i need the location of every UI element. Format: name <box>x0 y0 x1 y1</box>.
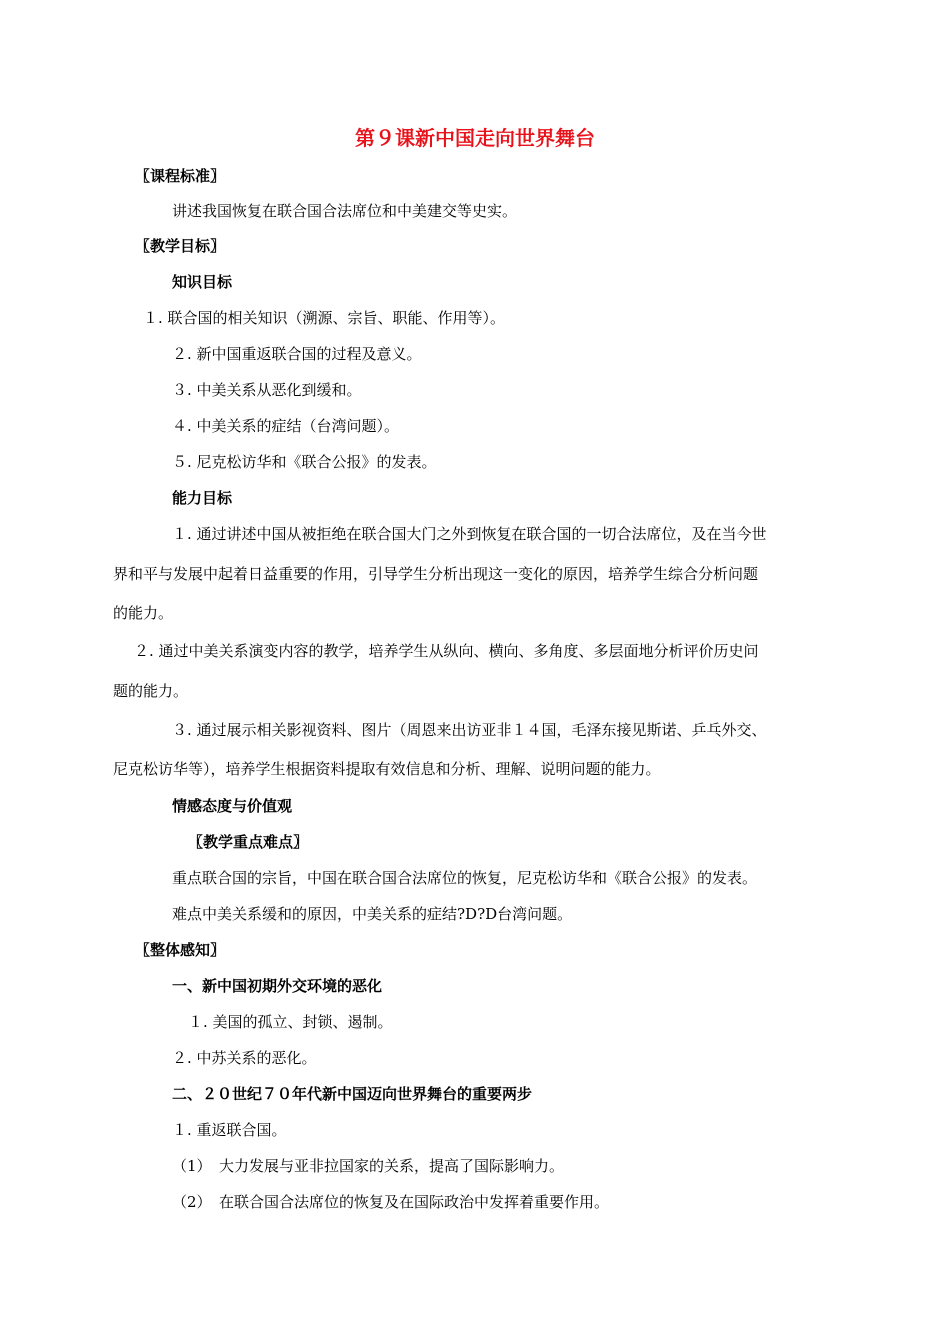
knowledge-item-5: ５. 尼克松访华和《联合公报》的发表。 <box>172 453 437 471</box>
part-2-item-1: １. 重返联合国。 <box>172 1121 287 1139</box>
part-1-item-2: ２. 中苏关系的恶化。 <box>172 1049 317 1067</box>
section-heading-goals: 〖教学目标〗 <box>135 237 226 255</box>
part-2-subitem-2: （2） 在联合国合法席位的恢复及在国际政治中发挥着重要作用。 <box>172 1193 610 1211</box>
ability-2-line-2: 题的能力。 <box>113 682 189 700</box>
section-heading-standard: 〖课程标准〗 <box>135 167 226 185</box>
key-point: 重点联合国的宗旨，中国在联合国合法席位的恢复，尼克松访华和《联合公报》的发表。 <box>172 869 758 887</box>
subheading-ability: 能力目标 <box>172 489 233 507</box>
ability-1-line-1: １. 通过讲述中国从被拒绝在联合国大门之外到恢复在联合国的一切合法席位，及在当今世 <box>172 525 767 543</box>
part-1-item-1: １. 美国的孤立、封锁、遏制。 <box>188 1013 393 1031</box>
subheading-knowledge: 知识目标 <box>172 273 233 291</box>
knowledge-item-2: ２. 新中国重返联合国的过程及意义。 <box>172 345 422 363</box>
difficult-point: 难点中美关系缓和的原因，中美关系的症结?D?D台湾问题。 <box>172 905 573 923</box>
section-heading-key: 〖教学重点难点〗 <box>188 833 309 851</box>
ability-1-line-2: 界和平与发展中起着日益重要的作用，引导学生分析出现这一变化的原因，培养学生综合分析问题 <box>113 565 759 583</box>
ability-2-line-1: ２. 通过中美关系演变内容的教学，培养学生从纵向、横向、多角度、多层面地分析评价历史问 <box>134 642 759 660</box>
knowledge-item-1: １. 联合国的相关知识（溯源、宗旨、职能、作用等）。 <box>143 309 506 327</box>
knowledge-item-3: ３. 中美关系从恶化到缓和。 <box>172 381 362 399</box>
knowledge-item-4: ４. 中美关系的症结（台湾问题）。 <box>172 417 400 435</box>
ability-1-line-3: 的能力。 <box>113 604 174 622</box>
page-title: 第９课新中国走向世界舞台 <box>355 126 595 150</box>
ability-3-line-1: ３. 通过展示相关影视资料、图片（周恩来出访亚非１４国，毛泽东接见斯诺、乒乓外交、 <box>172 721 767 739</box>
subheading-emotion: 情感态度与价值观 <box>172 797 293 815</box>
section-heading-overall: 〖整体感知〗 <box>135 941 226 959</box>
part-2-heading: 二、２０世纪７０年代新中国迈向世界舞台的重要两步 <box>172 1085 533 1103</box>
part-1-heading: 一、新中国初期外交环境的恶化 <box>172 977 383 995</box>
ability-3-line-2: 尼克松访华等），培养学生根据资料提取有效信息和分析、理解、说明问题的能力。 <box>113 760 661 778</box>
part-2-subitem-1: （1） 大力发展与亚非拉国家的关系，提高了国际影响力。 <box>172 1157 565 1175</box>
standard-text: 讲述我国恢复在联合国合法席位和中美建交等史实。 <box>172 202 518 220</box>
